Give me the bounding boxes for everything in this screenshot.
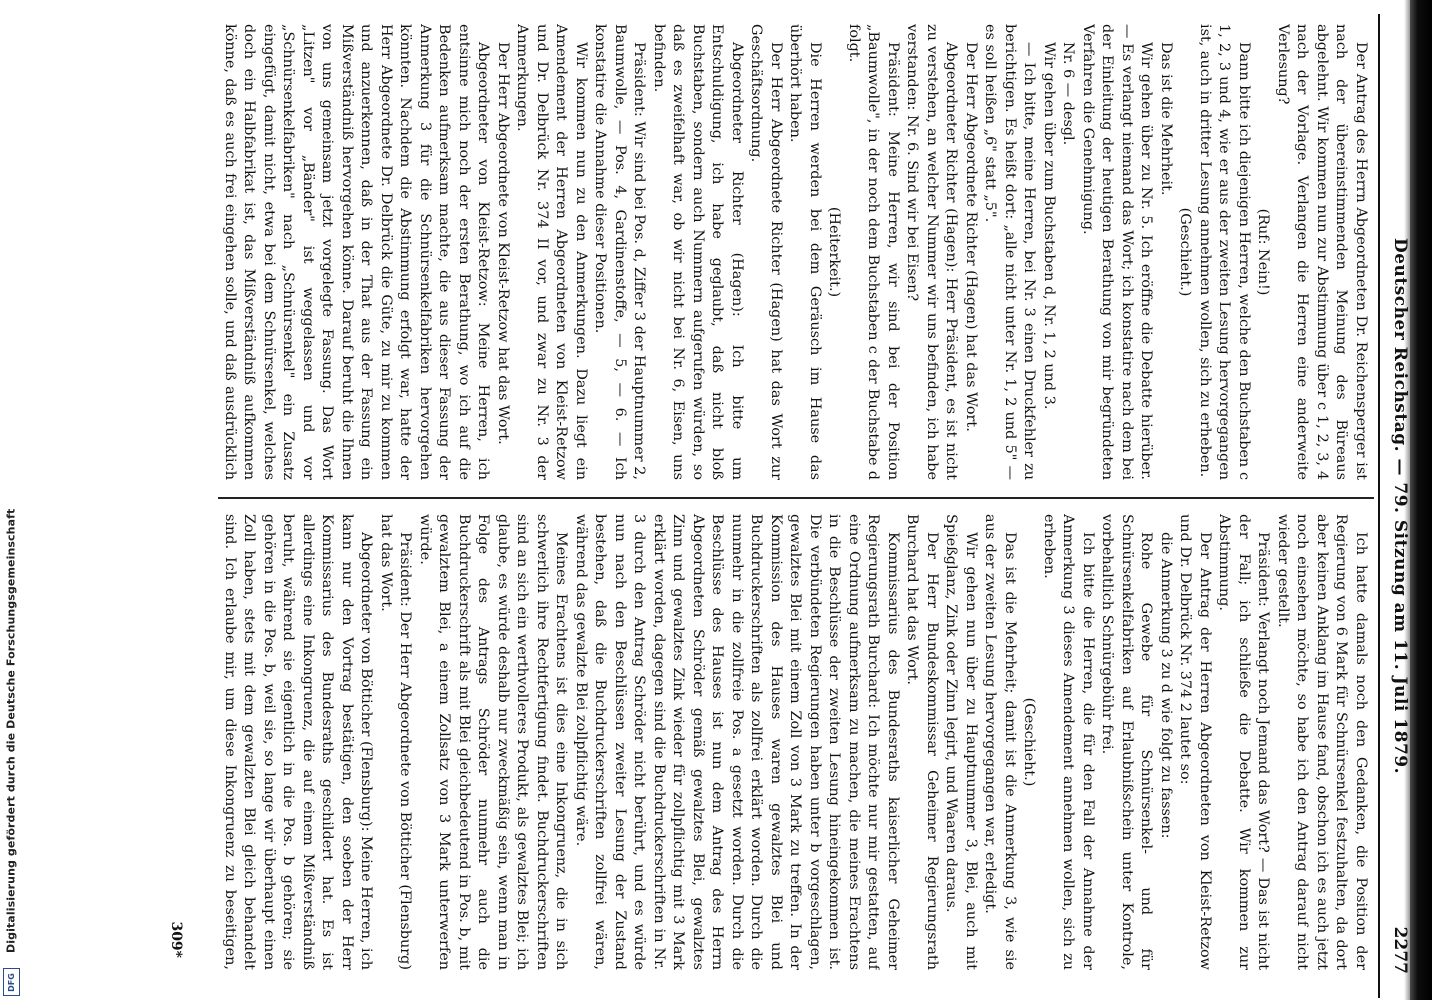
paragraph: (Ruf: Nein!) [1255,208,1272,296]
column-divider [218,497,1374,499]
paragraph: Präsident: Meine Herren, wir sind bei der Position „Baumwolle", in der noch dem Buchstaben c der Buchstabe d folgt. [846,24,901,480]
paragraph: Der Herr Abgeordnete Richter (Hagen) hat das Wort. [963,42,979,432]
dfg-logo [3,968,20,996]
paragraph: Nr. 6 — desgl. [1060,42,1077,146]
page-number: 2277 [1390,926,1410,974]
paragraph: die Anmerkung 3 zu d wie folgt zu fassen: [1158,532,1174,839]
running-title: Deutscher Reichstag. — 79. Sitzung am 11. Juli 1879. [1390,237,1410,775]
paragraph: Abgeordneter Richter (Hagen): Ich bitte um Entschuldigung, ich habe geglaubt, daß nicht bloß Buchstaben, sondern auch Nummern aufgerufen würden, so daß es zweifelhaft war, ob wir nicht bei Nr. 6, Eisen, uns befinden. [651,24,745,480]
page-header [1378,14,1414,998]
paragraph: Kommissarius des Bundesraths kaiserlicher Geheimer Regierungsrath Burchard: Ich möchte nur mir gestatten, auf eine Ordnung aufmerksam zu machen, die meines Erachtens in die Beschlüsse der zweiten Lesung hineingekommen ist. Die verbündeten Regierungen haben unter b vorgeschlagen, gewalztes Blei mit einem Zoll von 3 Mark zu treffen. In der Kommission des Hauses waren gewalztes Blei und Buchdruckerschriften als zollfrei erklärt worden. Durch die nunmehr in die zollfreie Pos. a gesetzt worden. Durch die Beschlüsse des Hauses ist nun dem Antrag des Herrn Abgeordneten Schröder gemäß gewalztes Blei, gewalztes Zinn und gewalztes Zink wieder für zollpflichtig mit 3 Mark erklärt worden, dagegen sind die Buchdruckerschriften in Nr. 3 durch den Antrag Schröder nicht berührt, und es würde nun nach den Beschlüssen zweiter Lesung der Zustand bestehen, daß die Buchdruckerschriften zollfrei wären, während das gewalzte Blei zollpflichtig wäre. [573,514,901,970]
paragraph: — Ich bitte, meine Herren, bei Nr. 3 einen Druckfehler zu berichtigen. Es heißt dort: „alle nicht unter Nr. 1, 2 und 5" — es soll heißen „6" statt „5". [982,24,1038,480]
paragraph: (Geschieht.) [1021,697,1038,787]
paragraph: Wir gehen über zum Buchstaben d, Nr. 1, 2 und 3. [1041,42,1057,410]
paragraph: Ich hatte damals noch den Gedanken, die Position der Regierung von 6 Mark für Schnürsenkel festzuhalten, da dort aber keinen Anklang im Hause fand, obschon ich es auch jetzt noch einsehen möchte, so habe ich den Antrag darauf nicht wieder gestellt. [1275,514,1369,970]
paragraph: Abgeordneter von Kleist-Retzow: Meine Herren, ich entsinne mich noch der ersten Berathung, wo ich auf die Bedenken aufmerksam machte, die aus dieser Fassung der Anmerkung 3 für die Schnürsenkelfabriken hervorgehen könnten. Nachdem die Abstimmung erfolgt war, hatte der Herr Abgeordnete Dr. Delbrück die Güte, zu mir zu kommen und anzuerkennen, daß in der That aus der Fassung ein Mißverständniß hervorgehen könne. Darauf beruht die Ihnen von uns gemeinsam jetzt vorgelegte Fassung. Das Wort „Litzen" vor „Bänder" ist weggelassen und vor „Schnürsenkelfabriken" nach „Schnürsenkel" ein Zusatz eingefügt, damit nicht, etwa bei dem Schnürsenkel, welches doch ein Halbfabrikat ist, das Mißverständniß aufkommen könne, daß es auch frei eingehen solle, und daß ausdrücklich [222,24,492,480]
paragraph: Präsident: Wir sind bei Pos. d, Ziffer 3 der Hauptnummer 2, Baumwolle, — Pos. 4, Gardinenstoffe, — 5, — 6. — Ich konstatire die Annahme dieser Positionen. [592,24,648,480]
watermark [0,0,22,1000]
paragraph: (Geschieht.) [1177,207,1194,297]
paragraph: Der Antrag des Herrn Abgeordneten Dr. Reichensperger ist nach der übereinstimmenden Meinung des Büreaus abgelehnt. Wir kommen nun zur Abstimmung über c 1, 2, 3, 4 nach der Vorlage. Verlangen die Herren eine anderweite Verlesung? [1275,24,1369,480]
left-column [220,24,1370,480]
paragraph: Abgeordneter Richter (Hagen): Herr Präsident, es ist nicht zu verstehen, an welcher Nummer wir uns befinden, ich habe verstanden: Nr. 6. Sind wir bei Eisen? [904,24,960,480]
paragraph: Der Herr Bundeskommissar Geheimer Regierungsrath Burchard hat das Wort. [904,514,940,970]
paragraph: Der Herr Abgeordnete Richter (Hagen) hat das Wort zur Geschäftsordnung. [748,24,784,480]
paragraph: Das ist die Mehrheit. [1158,42,1174,196]
page-frame [108,14,1414,998]
dfg-logo-text: DFG [7,972,17,992]
paragraph: Die Herren werden bei dem Geräusch im Hause das überhört haben. [787,24,823,480]
paragraph: Das ist die Mehrheit; damit ist die Anmerkung 3, wie sie aus der zweiten Lesung hervorgegangen war, erledigt. [982,514,1018,970]
right-column [220,514,1370,970]
paragraph: Wir gehen nun über zu Hauptnummer 3, Blei, auch mit Spießglanz, Zink oder Zinn legirt, und Waaren daraus. [943,514,979,970]
paragraph: Rohe Gewebe für Schnürsenkel- und für Schnürsenkelfabriken auf Erlaubnißschein unter Kontrole, vorbehaltlich Schnürgebühr frei. [1099,514,1155,970]
paragraph: (Heiterkeit.) [826,206,843,298]
sheet-mark: 309* [168,921,184,958]
paragraph: Dann bitte ich diejenigen Herren, welche den Buchstaben c 1, 2, 3 und 4, wie er aus der zweiten Lesung hervorgegangen ist, auch in dritter Lesung annehmen wollen, sich zu erheben. [1197,24,1252,480]
paragraph: Der Antrag der Herren Abgeordneten von Kleist-Retzow und Dr. Delbrück Nr. 374 2 lautet so: [1177,514,1213,970]
paragraph: Präsident: Der Herr Abgeordnete von Bötticher (Flensburg) hat das Wort. [378,514,414,970]
paragraph: Wir gehen über zu Nr. 5. Ich eröffne die Debatte hierüber. — Es verlangt niemand das Wort; ich konstatire nach dem bei der Einleitung der heutigen Berathung von mir begründeten Verfahren die Genehmigung. [1080,24,1155,480]
paragraph: Abgeordneter von Bötticher (Flensburg): Meine Herren, ich kann nur den Vortrag bestätigen, den soeben der Herr Kommissarius des Bundesraths geschildert hat. Es ist allerdings eine Inkongruenz, die auf einem Mißverständniß beruht, während sie eigentlich in die Pos. b gehören; sie gehören in die Pos. b, weil sie, so lange wir überhaupt einen Zoll haben, stets mit dem gewalzten Blei gleich behandelt sind. Ich erlaube mir, um diese Inkongruenz zu beseitigen, [222,514,375,970]
watermark-text: Digitalisierung gefördert durch die Deutsche Forschungsgemeinschaft [4,508,18,953]
paragraph: Der Herr Abgeordnete von Kleist-Retzow hat das Wort. [495,42,511,445]
paragraph: Ich bitte die Herren, die für den Fall der Annahme der Anmerkung 3 dieses Amendement annehmen wollen, sich zu erheben. [1041,514,1096,970]
document-page [108,14,1414,998]
paragraph: Meines Erachtens ist dies eine Inkongruenz, die in sich schwerlich ihre Rechtfertigung findet. Buchdruckerschriften sind an sich ein werthvolleres Produkt, als gewalztes Blei; ich glaube, es würde deshalb nur zweckmäßig sein, wenn man in Folge des Antrags Schröder nunmehr auch die Buchdruckerschrift als mit Blei gleichbedeutend in Pos. b, mit gewalztem Blei, a einem Zollsatz von 3 Mark unterwerfen würde. [417,514,570,970]
paragraph: Präsident: Verlangt noch Jemand das Wort? — Das ist nicht der Fall; ich schließe die Debatte. Wir kommen zur Abstimmung. [1216,514,1272,970]
paragraph: Wir kommen nun zu den Anmerkungen. Dazu liegt ein Amendement der Herren Abgeordneten von Kleist-Retzow und Dr. Delbrück Nr. 374 II vor, und zwar zu Nr. 3 der Anmerkungen. [514,24,589,480]
